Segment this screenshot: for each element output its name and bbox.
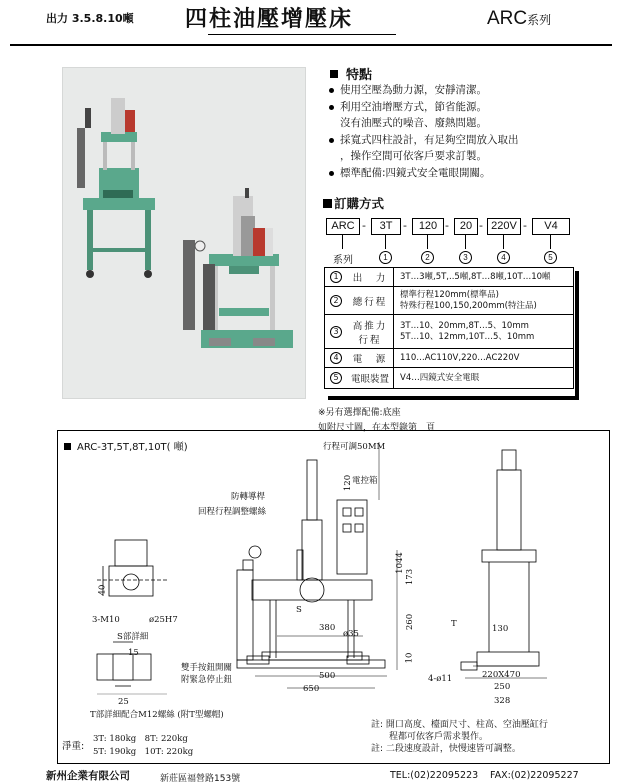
header-rule	[10, 44, 612, 46]
bottom-note-line: 註: 開口高度、檯面尺寸、柱高、空油壓缸行	[371, 720, 548, 730]
anti-rotation-guide-label: 防轉導桿	[231, 492, 266, 502]
m10-label: 3-M10	[92, 615, 120, 625]
code-box-power: 220V	[487, 218, 521, 235]
square-bullet-icon	[323, 199, 332, 208]
spec-row	[325, 287, 574, 315]
feature-item-continued: 沒有油壓式的噪音、廢熱問題。	[340, 117, 487, 129]
spec-value: 5T…10、12mm,10T…5、10mm	[400, 331, 535, 342]
order-heading	[323, 194, 384, 212]
code-separator: -	[445, 219, 449, 232]
output-range: 出力 3.5.8.10噸	[46, 12, 134, 25]
return-stroke-adjust-label: 回程行程調整螺絲	[198, 507, 267, 517]
features-list	[326, 82, 606, 181]
dimension-label: 1044	[394, 552, 405, 574]
code-leader	[342, 234, 343, 249]
s-detail-label: S部詳細	[117, 632, 149, 642]
bottom-notes	[371, 719, 571, 755]
code-box-sensor: V4	[532, 218, 570, 235]
feature-item: 使用空壓為動力源，安靜清潔。	[326, 82, 606, 99]
code-leader	[385, 234, 386, 249]
net-weight-row: 3T: 180kg 8T: 220kg	[93, 734, 188, 744]
dimension-label: 25	[118, 697, 129, 707]
circle-number: 2	[330, 295, 342, 307]
press-machines-illustration	[63, 68, 305, 398]
code-box-series: ARC	[326, 218, 360, 235]
fax: FAX:(02)22095227	[490, 770, 579, 781]
code-leader	[465, 234, 466, 249]
spec-label: 電 源	[347, 349, 394, 368]
circle-number: 3	[330, 326, 342, 338]
emergency-stop-label: 附緊急停止鈕	[181, 675, 233, 685]
code-leader	[503, 234, 504, 249]
circle-number: 3	[459, 251, 472, 264]
telephone: TEL:(02)22095223	[390, 770, 479, 781]
square-bullet-icon	[330, 70, 338, 78]
bore-diameter-label: ø25H7	[149, 615, 178, 625]
net-weight-label: 淨重:	[62, 741, 85, 752]
t-marker: T	[451, 619, 457, 629]
circle-number: 2	[421, 251, 434, 264]
spec-label: 電眼裝置	[347, 368, 394, 389]
feature-item-continued: ，操作空間可依客戶要求訂製。	[340, 150, 487, 162]
s-marker: S	[296, 605, 302, 615]
code-box-stroke: 120	[412, 218, 444, 235]
dimension-label: 40	[97, 584, 108, 596]
features-heading-text: 特點	[346, 68, 373, 83]
spec-row	[325, 349, 574, 368]
features-heading	[330, 64, 372, 83]
circle-number: 5	[544, 251, 557, 264]
company-address: 新莊區福營路153號	[160, 774, 241, 784]
spec-value: 標準行程120mm(標準品)	[400, 289, 499, 300]
series-label	[487, 8, 551, 30]
table-shadow	[575, 271, 579, 400]
spec-value: 3T…10、20mm,8T…5、10mm	[400, 320, 529, 331]
dimension-label: 173	[405, 568, 416, 586]
table-shadow	[328, 396, 579, 400]
electric-control-box-label: 電控箱	[352, 476, 378, 486]
feature-item: 標準配備:四鏡式安全電眼開關。	[326, 165, 606, 182]
net-weight-row: 5T: 190kg 10T: 220kg	[93, 747, 194, 757]
circle-number: 5	[330, 372, 342, 384]
order-heading-text: 訂購方式	[334, 196, 385, 211]
code-separator: -	[479, 219, 483, 232]
t-detail-label: T部詳細配合M12螺絲 (附T型螺帽)	[90, 710, 224, 720]
shaft-diameter-label: ø35	[343, 629, 359, 639]
dimension-label: 260	[405, 613, 416, 631]
dimension-label: 650	[303, 684, 320, 694]
dimension-label: 328	[494, 696, 511, 706]
dual-hand-switch-label: 雙手按鈕開關	[181, 663, 233, 673]
circle-number: 1	[379, 251, 392, 264]
code-separator: -	[362, 219, 366, 232]
spec-value: V4…四鏡式安全電眼	[394, 368, 574, 389]
series-code: ARC	[487, 8, 528, 29]
bottom-note-line: 註: 二段速度設計，快慢速皆可調整。	[371, 744, 521, 754]
optional-equipment-note: ※另有選擇配備:底座	[318, 408, 401, 418]
code-separator: -	[403, 219, 407, 232]
circle-number: 4	[497, 251, 510, 264]
series-suffix: 系列	[527, 13, 552, 27]
dimension-label: 15	[128, 648, 139, 658]
dimension-label: 120	[343, 474, 354, 492]
code-leader	[550, 234, 551, 249]
spec-label: 高推力 行程	[347, 315, 394, 349]
drawing-title-text: ARC-3T,5T,8T,10T( 噸)	[77, 442, 188, 453]
page-title: 四柱油壓增壓床	[185, 6, 354, 32]
spec-value: 110…AC110V,220…AC220V	[394, 349, 574, 368]
bottom-note-line: 程都可依客戶需求製作。	[371, 732, 489, 742]
series-caption: 系列	[333, 255, 353, 266]
spec-label: 總行程	[347, 287, 394, 315]
dimension-label: 500	[319, 671, 336, 681]
dimension-label: 10	[404, 652, 415, 664]
code-box-output: 3T	[371, 218, 401, 235]
code-leader	[427, 234, 428, 249]
rear-machine	[77, 98, 155, 278]
code-separator: -	[523, 219, 527, 232]
feature-item: 利用空油增壓方式，節省能源。	[326, 99, 606, 116]
product-photo	[62, 67, 306, 399]
spec-row	[325, 268, 574, 287]
feature-item: 採寬式四柱設計，有足夠空間放入取出	[326, 132, 606, 149]
title-underline	[208, 34, 396, 35]
spec-value: 特殊行程100,150,200mm(特注品)	[400, 300, 537, 311]
dimension-label: 250	[494, 682, 511, 692]
dimension-label: 130	[492, 624, 509, 634]
stroke-adjustable-label: 行程可調50MM	[323, 442, 386, 452]
spec-table	[324, 267, 574, 389]
company-name: 新州企業有限公司	[46, 770, 130, 782]
spec-value: 3T…3噸,5T,..5噸,8T…8噸,10T…10噸	[400, 271, 551, 282]
spec-row	[325, 368, 574, 389]
code-box-thrust: 20	[454, 218, 478, 235]
front-machine	[183, 188, 293, 348]
spec-label: 出 力	[347, 268, 394, 287]
circle-number: 4	[330, 352, 342, 364]
circle-number: 1	[330, 271, 342, 283]
size-reference-note: 如附尺寸圖，在本型錄第 頁	[318, 423, 436, 433]
dimension-label: 220X470	[482, 670, 521, 680]
spec-row	[325, 315, 574, 349]
dimension-label: 380	[319, 623, 336, 633]
hole-pattern-label: 4-ø11	[428, 674, 453, 684]
